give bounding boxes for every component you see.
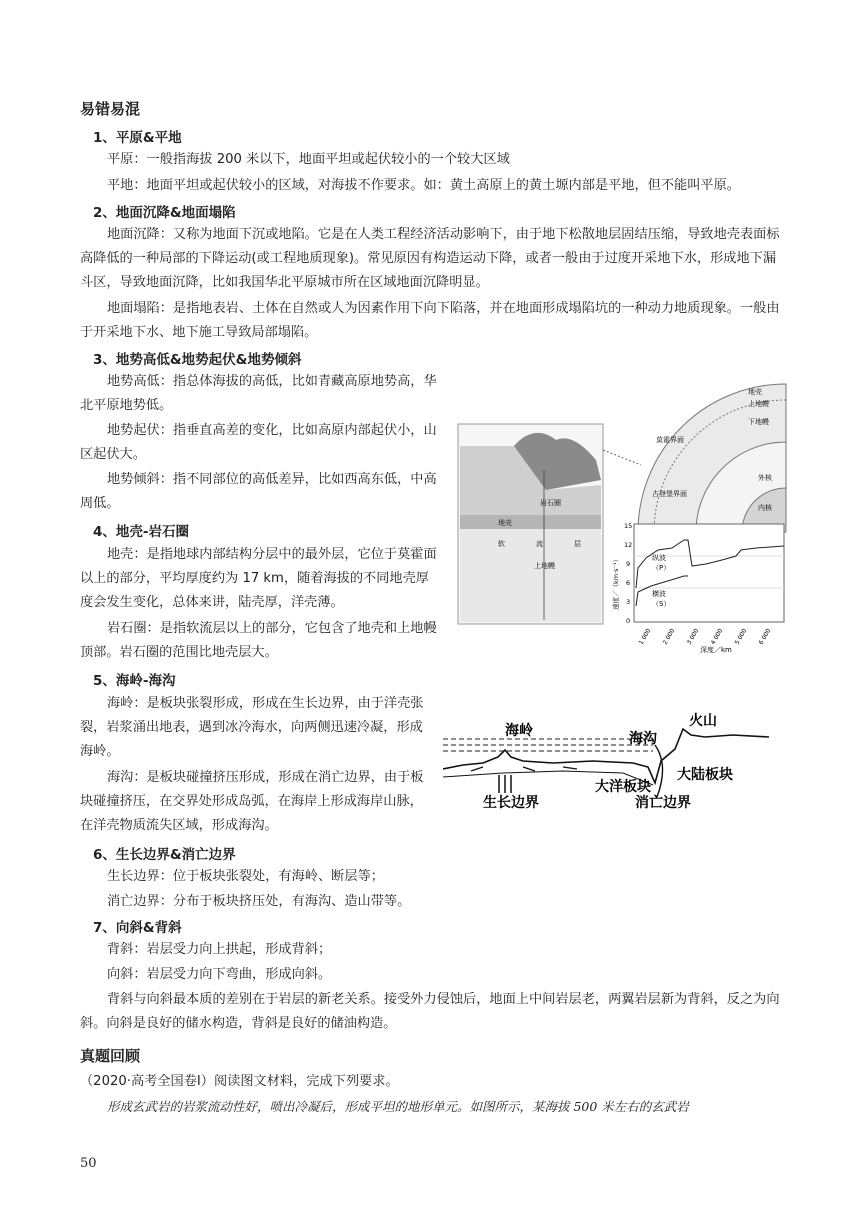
paragraph: 消亡边界：分布于板块挤压处，有海沟、造山带等。 xyxy=(107,894,411,909)
paragraph: 地壳：是指地球内部结构分层中的最外层，它位于莫霍面以上的部分，平均厚度约为 17 km，随着海拔的不同地壳厚度会发生变化，总体来讲，陆壳厚，洋壳薄。 xyxy=(80,547,437,610)
paragraph: 地面沉降：又称为地面下沉或地陷。它是在人类工程经济活动影响下，由于地下松散地层固结压缩，导致地壳表面标高降低的一种局部的下降运动(或工程地质现象)。常见原因有构造运动下降，或者一般由于过度开采地下水，形成地下漏斗区，导致地面沉降，比如我国华北平原城市所在区域地面沉降明显。 xyxy=(80,227,780,290)
paragraph: 平原：一般指海拔 200 米以下，地面平坦或起伏较小的一个较大区域 xyxy=(107,152,510,167)
block-label: 层 xyxy=(574,540,581,548)
ocean-plate-figure xyxy=(443,705,773,820)
section-title: 易错易混 xyxy=(80,100,141,118)
x-ticks xyxy=(638,627,773,646)
wave-label: 纵波 xyxy=(652,554,666,562)
layer-label: 地壳 xyxy=(748,388,762,396)
x-tick: 3 000 xyxy=(685,627,701,646)
review-text: 形成玄武岩的岩浆流动性好，喷出冷凝后，形成平坦的地形单元。如图所示，某海拔 500 米左右的玄武岩 xyxy=(107,1099,689,1114)
y-tick: 0 xyxy=(626,617,631,625)
paragraph: 背斜：岩层受力向上拱起，形成背斜； xyxy=(107,942,332,957)
paragraph: 地势起伏：指垂直高差的变化，比如高原内部起伏小，山区起伏大。 xyxy=(80,423,437,462)
magma-upwelling xyxy=(499,775,511,793)
y-tick: 6 xyxy=(626,579,631,587)
wave-label: （P） xyxy=(652,564,671,572)
item-heading: 3、地势高低&地势起伏&地势倾斜 xyxy=(93,352,302,368)
paragraph: 海沟：是板块碰撞挤压形成，形成在消亡边界，由于板块碰撞挤压，在交界处形成岛弧，在海岸上形成海岸山脉，在洋壳物质流失区域，形成海沟。 xyxy=(80,770,424,833)
layer-label: 下地幔 xyxy=(748,418,769,426)
review-source: （2020·高考全国卷Ⅰ）阅读图文材料，完成下列要求。 xyxy=(80,1074,399,1089)
wave-label: （S） xyxy=(652,600,671,608)
x-axis-label: 深度／km xyxy=(700,646,732,654)
y-tick: 9 xyxy=(626,560,631,568)
review-title: 真题回顾 xyxy=(80,1047,141,1065)
ocean-label: 海岭 xyxy=(505,723,533,739)
wave-label: 横波 xyxy=(652,590,666,598)
paragraph: 向斜：岩层受力向下弯曲，形成向斜。 xyxy=(107,967,332,982)
connector-line xyxy=(603,450,641,465)
item-heading: 2、地面沉降&地面塌陷 xyxy=(93,205,236,221)
layer-label: 内核 xyxy=(758,504,772,512)
block-label: 岩石圈 xyxy=(540,499,561,507)
x-tick: 6 000 xyxy=(757,627,773,646)
item-heading: 5、海岭-海沟 xyxy=(93,673,176,689)
interface-label: 莫霍界面 xyxy=(656,436,684,444)
interface-label: 古登堡界面 xyxy=(652,490,687,498)
y-tick: 12 xyxy=(624,541,633,549)
y-tick: 3 xyxy=(626,598,631,606)
paragraph: 背斜与向斜最本质的差别在于岩层的新老关系。接受外力侵蚀后，地面上中间岩层老，两翼岩层新为背斜，反之为向斜。向斜是良好的储水构造，背斜是良好的储油构造。 xyxy=(80,992,780,1031)
block-label: 上地幔 xyxy=(534,562,555,570)
y-tick: 15 xyxy=(624,522,633,530)
item-heading: 1、平原&平地 xyxy=(93,130,182,146)
paragraph: 地面塌陷：是指地表岩、土体在自然或人为因素作用下向下陷落，并在地面形成塌陷坑的一种动力地质现象。一般由于开采地下水、地下施工导致局部塌陷。 xyxy=(80,301,780,340)
block-label: 流 xyxy=(536,540,543,548)
x-tick: 1 000 xyxy=(637,627,653,646)
ocean-label: 火山 xyxy=(689,713,717,729)
ocean-label: 海沟 xyxy=(629,731,657,747)
paragraph: 地势倾斜：指不同部位的高低差异，比如西高东低，中高周低。 xyxy=(80,472,437,511)
motion-arrows xyxy=(471,767,577,771)
layer-label: 外核 xyxy=(758,474,772,482)
block-label: 地壳 xyxy=(498,519,512,527)
paragraph: 地势高低：指总体海拔的高低，比如青藏高原地势高，华北平原地势低。 xyxy=(80,374,437,413)
ocean-label: 大陆板块 xyxy=(677,767,733,783)
ocean-label: 生长边界 xyxy=(483,795,539,811)
page-number: 50 xyxy=(80,1156,97,1171)
item-heading: 4、地壳-岩石圈 xyxy=(93,524,189,540)
ocean-label: 消亡边界 xyxy=(635,795,691,811)
item-heading: 7、向斜&背斜 xyxy=(93,920,182,936)
ocean-label: 大洋板块 xyxy=(595,779,651,795)
block-label: 软 xyxy=(498,540,505,548)
layer-label: 上地幔 xyxy=(748,400,769,408)
crust-layer xyxy=(460,515,601,529)
item-heading: 6、生长边界&消亡边界 xyxy=(93,847,236,863)
earth-structure-figure xyxy=(456,380,788,656)
x-tick: 5 000 xyxy=(733,627,749,646)
paragraph: 生长边界：位于板块张裂处，有海岭、断层等； xyxy=(107,869,384,884)
paragraph: 平地：地面平坦或起伏较小的区域，对海拔不作要求。如：黄土高原上的黄土塬内部是平地，但不能叫平原。 xyxy=(107,178,740,193)
x-tick: 4 000 xyxy=(709,627,725,646)
paragraph: 海岭：是板块张裂形成，形成在生长边界，由于洋壳张裂，岩浆涌出地表，遇到冰冷海水，向两侧迅速冷凝，形成海岭。 xyxy=(80,696,424,759)
x-tick: 2 000 xyxy=(661,627,677,646)
paragraph: 岩石圈：是指软流层以上的部分，它包含了地壳和上地幔顶部。岩石圈的范围比地壳层大。 xyxy=(80,621,437,660)
y-axis-label: 速度／（km·s⁻¹） xyxy=(612,555,620,610)
